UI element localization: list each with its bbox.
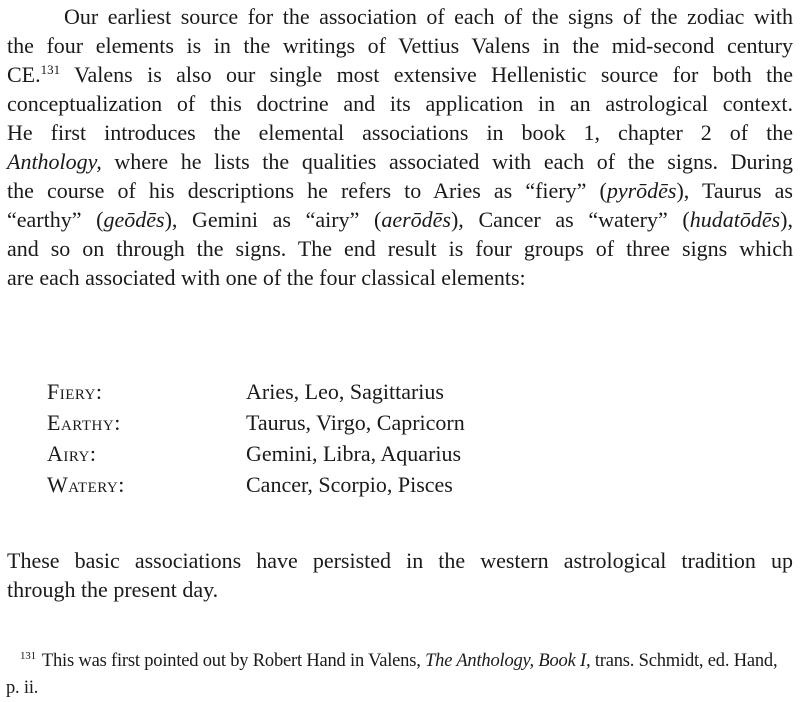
text-fragment: where he lists the qualities associated with each of the signs. During	[101, 149, 793, 174]
element-name: Watery:	[47, 472, 125, 497]
greek-term: aerōdēs	[381, 207, 451, 232]
text-line: These basic associations have persisted in the western astrological tradition up	[7, 548, 793, 573]
greek-term: hudatōdēs	[689, 207, 781, 232]
element-signs: Cancer, Scorpio, Pisces	[246, 472, 453, 497]
text-line: are each associated with one of the four classical elements:	[7, 265, 526, 290]
footnote-text: This was first pointed out by Robert Hand in Valens,	[41, 651, 426, 671]
text-fragment: ), Taurus as	[676, 178, 793, 203]
paragraph-intro	[7, 2, 793, 292]
paragraph-conclusion	[7, 546, 793, 604]
footnote-reference: 131	[40, 62, 61, 77]
element-signs: Aries, Leo, Sagittarius	[246, 379, 444, 404]
footnote-book-title: The Anthology, Book I,	[425, 651, 591, 671]
footnote-marker: 131	[20, 650, 36, 662]
element-row-watery	[47, 469, 647, 500]
text-fragment: the course of his descriptions he refers to Aries as “fiery” (	[7, 178, 607, 203]
element-list	[47, 376, 647, 500]
element-row-fiery	[47, 376, 647, 407]
element-name: Earthy:	[47, 410, 121, 435]
text-fragment: CE.	[7, 62, 41, 87]
greek-term: geōdēs	[103, 207, 165, 232]
text-fragment: ), Gemini as “airy” (	[164, 207, 382, 232]
element-row-earthy	[47, 407, 647, 438]
element-signs: Taurus, Virgo, Capricorn	[246, 410, 465, 435]
text-line: conceptualization of this doctrine and its application in an astrological context.	[7, 91, 793, 116]
book-title: Anthology,	[7, 149, 102, 174]
footnote	[6, 648, 794, 702]
text-fragment: ),	[780, 207, 793, 232]
text-fragment: “earthy” (	[7, 207, 104, 232]
element-name: Fiery:	[47, 379, 103, 404]
text-fragment: Valens is also our single most extensive Hellenistic source for both the	[60, 62, 793, 87]
element-name: Airy:	[47, 441, 97, 466]
element-signs: Gemini, Libra, Aquarius	[246, 441, 462, 466]
text-line: and so on through the signs. The end result is four groups of three signs which	[7, 236, 793, 261]
greek-term: pyrōdēs	[606, 178, 677, 203]
text-line: the four elements is in the writings of Vettius Valens in the mid-second century	[7, 33, 793, 58]
text-line: Our earliest source for the association of each of the signs of the zodiac with	[64, 4, 793, 29]
footnote-text: trans. Schmidt, ed. Hand, p. ii.	[6, 651, 778, 698]
text-fragment: ), Cancer as “watery” (	[450, 207, 690, 232]
text-line	[7, 176, 793, 205]
text-line: through the present day.	[7, 577, 219, 602]
element-row-airy	[47, 438, 647, 469]
text-line	[7, 147, 793, 176]
text-line: He first introduces the elemental associations in book 1, chapter 2 of the	[7, 120, 793, 145]
text-line	[7, 60, 793, 89]
text-line	[7, 205, 793, 234]
